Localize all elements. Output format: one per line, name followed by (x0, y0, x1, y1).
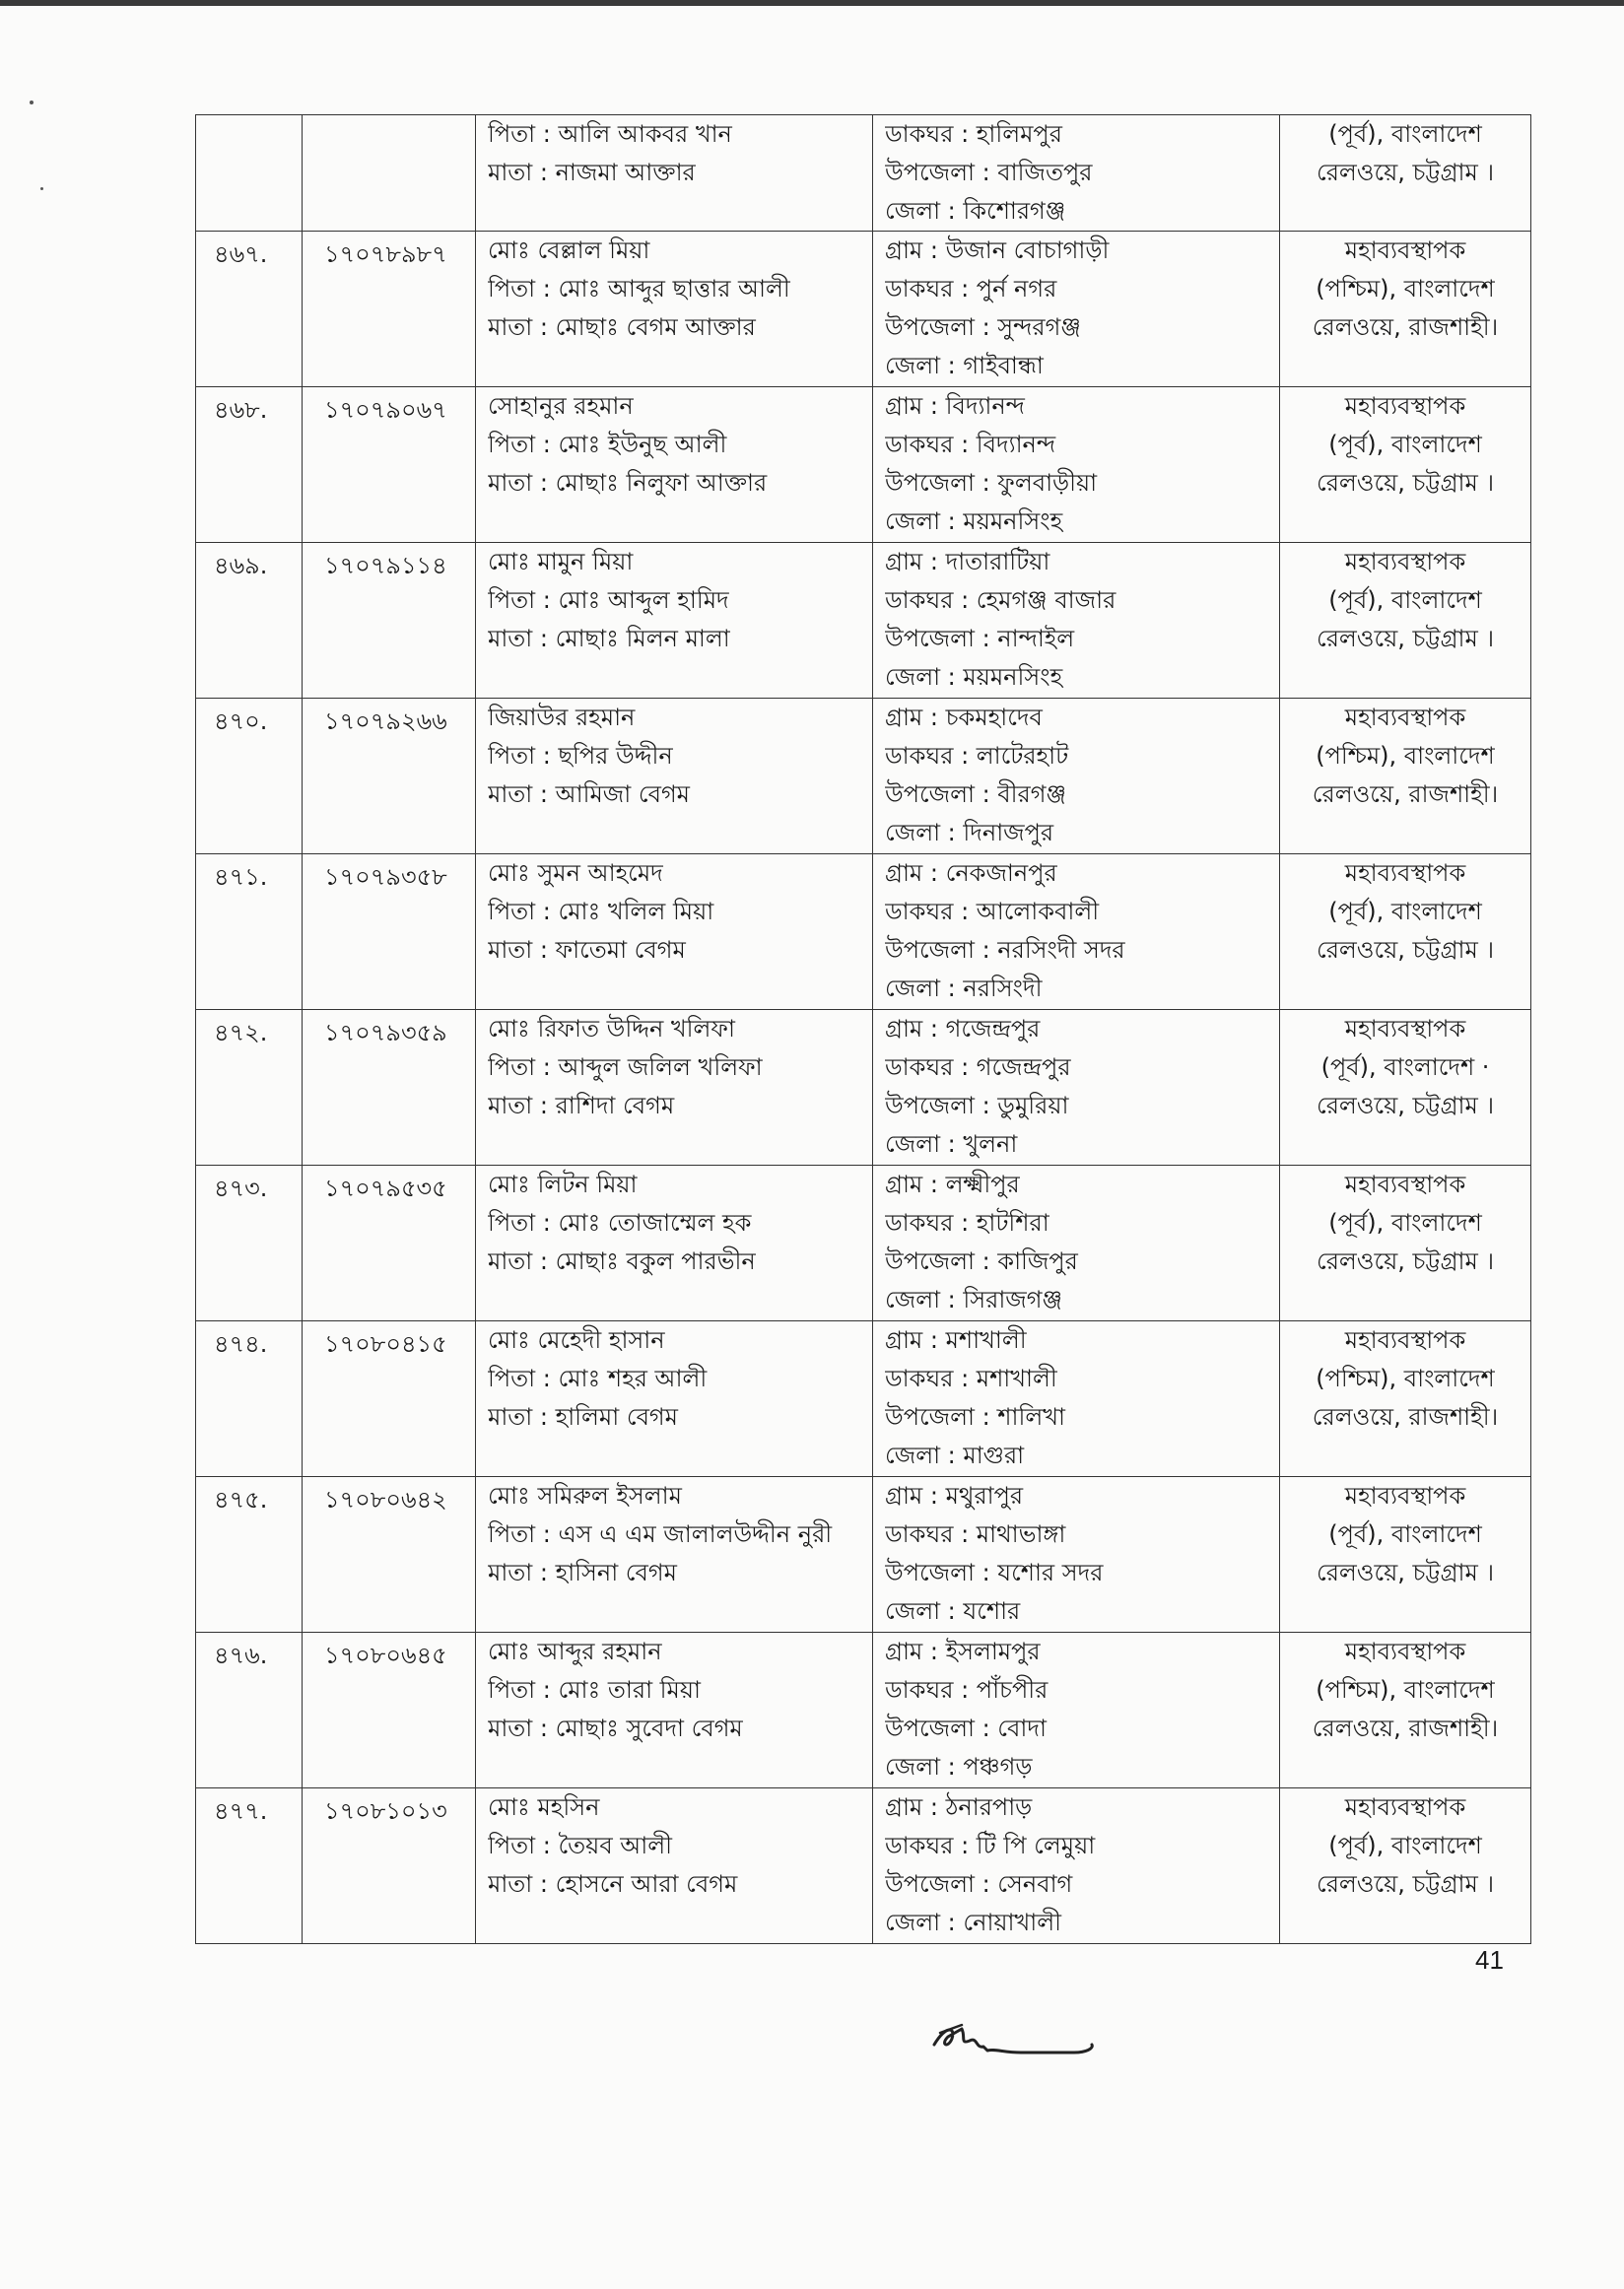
candidate-name: মোঃ বেল্লাল মিয়া (488, 236, 650, 264)
candidate-name: জিয়াউর রহমান (488, 704, 636, 731)
district: জেলা : কিশোরগঞ্জ (885, 197, 1066, 225)
table-row (196, 115, 1531, 232)
posting-line: মহাব্যবস্থাপক (1344, 1015, 1466, 1043)
district: জেলা : সিরাজগঞ্জ (885, 1286, 1062, 1313)
posting-line: (পশ্চিম), বাংলাদেশ (1316, 742, 1495, 770)
posting-cell (1280, 543, 1531, 699)
roll-cell: ১৭০৭৯৩৫৯ (303, 1010, 476, 1166)
name-cell (476, 232, 873, 387)
posting-cell (1280, 1477, 1531, 1633)
name-cell (476, 1633, 873, 1788)
posting-line: রেলওয়ে, চট্টগ্রাম । (1316, 1247, 1495, 1275)
address-cell (873, 699, 1280, 854)
posting-line: (পূর্ব), বাংলাদেশ · (1320, 1053, 1490, 1081)
posting-line: রেলওয়ে, চট্টগ্রাম । (1316, 1559, 1495, 1586)
scan-speck (40, 187, 43, 190)
upazila: উপজেলা : কাজিপুর (885, 1247, 1078, 1275)
upazila: উপজেলা : বীরগঞ্জ (885, 780, 1066, 808)
candidate-name: মোঃ সমিরুল ইসলাম (488, 1482, 682, 1510)
serial-cell: ৪৭৩. (196, 1166, 303, 1321)
address-cell (873, 854, 1280, 1010)
village: গ্রাম : চকমহাদেব (885, 704, 1043, 731)
address-cell (873, 1788, 1280, 1944)
address-cell (873, 232, 1280, 387)
village: গ্রাম : দাতারাটিয়া (885, 548, 1050, 575)
father-name: পিতা : ছপির উদ্দীন (488, 742, 673, 770)
table-row (196, 854, 1531, 1010)
father-name: পিতা : আব্দুল জলিল খলিফা (488, 1053, 763, 1081)
posting-line: মহাব্যবস্থাপক (1344, 1638, 1466, 1665)
roll-cell: ১৭০৭৯২৬৬ (303, 699, 476, 854)
post-office: ডাকঘর : মশাখালী (885, 1365, 1057, 1392)
serial-cell (196, 115, 303, 232)
candidate-name: মোঃ লিটন মিয়া (488, 1171, 638, 1198)
address-cell (873, 1321, 1280, 1477)
name-cell (476, 387, 873, 543)
posting-cell (1280, 1633, 1531, 1788)
post-office: ডাকঘর : লাটেরহাট (885, 742, 1069, 770)
upazila: উপজেলা : নরসিংদী সদর (885, 936, 1125, 964)
district: জেলা : খুলনা (885, 1130, 1018, 1158)
table-row (196, 699, 1531, 854)
posting-line: (পূর্ব), বাংলাদেশ (1328, 1520, 1482, 1548)
roll-cell: ১৭০৭৯০৬৭ (303, 387, 476, 543)
candidate-name: মোঃ মহসিন (488, 1793, 600, 1821)
village: গ্রাম : উজান বোচাগাড়ী (885, 236, 1110, 264)
posting-line: (পূর্ব), বাংলাদেশ (1328, 120, 1482, 148)
post-office: ডাকঘর : হেমগঞ্জ বাজার (885, 586, 1116, 614)
upazila: উপজেলা : শালিখা (885, 1403, 1065, 1431)
district: জেলা : গাইবান্ধা (885, 352, 1044, 379)
serial-cell: ৪৭৭. (196, 1788, 303, 1944)
posting-line: (পূর্ব), বাংলাদেশ (1328, 1209, 1482, 1237)
address-cell (873, 387, 1280, 543)
name-cell (476, 1321, 873, 1477)
posting-line: (পূর্ব), বাংলাদেশ (1328, 1832, 1482, 1859)
posting-line: রেলওয়ে, চট্টগ্রাম । (1316, 625, 1495, 652)
post-office: ডাকঘর : বিদ্যানন্দ (885, 431, 1056, 458)
candidate-name: মোঃ মামুন মিয়া (488, 548, 634, 575)
address-cell (873, 1633, 1280, 1788)
address-cell (873, 1010, 1280, 1166)
father-name: পিতা : মোঃ আব্দুল হামিদ (488, 586, 729, 614)
upazila: উপজেলা : নান্দাইল (885, 625, 1075, 652)
district: জেলা : নরসিংদী (885, 975, 1043, 1002)
upazila: উপজেলা : যশোর সদর (885, 1559, 1104, 1586)
roll-cell: ১৭০৮০৬৪২ (303, 1477, 476, 1633)
village: গ্রাম : বিদ্যানন্দ (885, 392, 1025, 420)
village: গ্রাম : গজেন্দ্রপুর (885, 1015, 1041, 1043)
father-name: পিতা : মোঃ খলিল মিয়া (488, 898, 714, 925)
roll-cell: ১৭০৭৯৫৩৫ (303, 1166, 476, 1321)
mother-name: মাতা : হাসিনা বেগম (488, 1559, 677, 1586)
father-name: পিতা : মোঃ তোজাম্মেল হক (488, 1209, 752, 1237)
mother-name: মাতা : ফাতেমা বেগম (488, 936, 686, 964)
posting-cell (1280, 115, 1531, 232)
village: গ্রাম : লক্ষ্মীপুর (885, 1171, 1020, 1198)
posting-cell (1280, 1321, 1531, 1477)
village: গ্রাম : মশাখালী (885, 1326, 1027, 1354)
table-row (196, 543, 1531, 699)
village: গ্রাম : ঠনারপাড় (885, 1793, 1033, 1821)
serial-cell: ৪৬৮. (196, 387, 303, 543)
posting-cell (1280, 1788, 1531, 1944)
father-name: পিতা : মোঃ আব্দুর ছাত্তার আলী (488, 275, 790, 303)
father-name: পিতা : আলি আকবর খান (488, 120, 732, 148)
posting-line: মহাব্যবস্থাপক (1344, 1171, 1466, 1198)
address-cell (873, 1166, 1280, 1321)
candidate-table (195, 114, 1531, 1944)
mother-name: মাতা : মোছাঃ বকুল পারভীন (488, 1247, 756, 1275)
posting-cell (1280, 387, 1531, 543)
name-cell (476, 854, 873, 1010)
village: গ্রাম : মথুরাপুর (885, 1482, 1024, 1510)
table-row (196, 1633, 1531, 1788)
upazila: উপজেলা : সেনবাগ (885, 1870, 1073, 1898)
posting-line: রেলওয়ে, চট্টগ্রাম । (1316, 159, 1495, 186)
post-office: ডাকঘর : গজেন্দ্রপুর (885, 1053, 1071, 1081)
upazila: উপজেলা : ডুমুরিয়া (885, 1092, 1069, 1119)
upazila: উপজেলা : ফুলবাড়ীয়া (885, 469, 1098, 497)
village: গ্রাম : নেকজানপুর (885, 859, 1057, 887)
father-name: পিতা : মোঃ ইউনুছ আলী (488, 431, 727, 458)
upazila: উপজেলা : বোদা (885, 1715, 1047, 1742)
table-row (196, 1010, 1531, 1166)
posting-line: রেলওয়ে, চট্টগ্রাম । (1316, 1092, 1495, 1119)
posting-line: (পশ্চিম), বাংলাদেশ (1316, 1365, 1495, 1392)
posting-cell (1280, 699, 1531, 854)
district: জেলা : মাগুরা (885, 1442, 1025, 1469)
mother-name: মাতা : মোছাঃ সুবেদা বেগম (488, 1715, 743, 1742)
serial-cell: ৪৭৫. (196, 1477, 303, 1633)
post-office: ডাকঘর : আলোকবালী (885, 898, 1100, 925)
name-cell (476, 543, 873, 699)
mother-name: মাতা : রাশিদা বেগম (488, 1092, 675, 1119)
father-name: পিতা : মোঃ তারা মিয়া (488, 1676, 701, 1704)
district: জেলা : দিনাজপুর (885, 819, 1054, 846)
candidate-name: মোঃ মেহেদী হাসান (488, 1326, 665, 1354)
roll-cell: ১৭০৭৯১১৪ (303, 543, 476, 699)
posting-cell (1280, 854, 1531, 1010)
page-number: 41 (1475, 1945, 1504, 1975)
posting-line: (পশ্চিম), বাংলাদেশ (1316, 275, 1495, 303)
posting-line: মহাব্যবস্থাপক (1344, 392, 1466, 420)
candidate-name: মোঃ রিফাত উদ্দিন খলিফা (488, 1015, 735, 1043)
serial-cell: ৪৭০. (196, 699, 303, 854)
father-name: পিতা : এস এ এম জালালউদ্দীন নুরী (488, 1520, 833, 1548)
name-cell (476, 1477, 873, 1633)
posting-cell (1280, 232, 1531, 387)
district: জেলা : যশোর (885, 1597, 1021, 1625)
posting-line: মহাব্যবস্থাপক (1344, 1482, 1466, 1510)
address-cell (873, 1477, 1280, 1633)
roll-cell: ১৭০৮০৪১৫ (303, 1321, 476, 1477)
candidate-name: সোহানুর রহমান (488, 392, 634, 420)
posting-line: রেলওয়ে, রাজশাহী। (1312, 780, 1499, 808)
serial-cell: ৪৭৪. (196, 1321, 303, 1477)
table-row (196, 387, 1531, 543)
roll-cell: ১৭০৮০৬৪৫ (303, 1633, 476, 1788)
posting-line: মহাব্যবস্থাপক (1344, 548, 1466, 575)
serial-cell: ৪৬৯. (196, 543, 303, 699)
name-cell (476, 115, 873, 232)
post-office: ডাকঘর : হাটশিরা (885, 1209, 1049, 1237)
posting-line: মহাব্যবস্থাপক (1344, 1793, 1466, 1821)
district: জেলা : ময়মনসিংহ (885, 663, 1063, 691)
mother-name: মাতা : মোছাঃ মিলন মালা (488, 625, 730, 652)
address-cell (873, 543, 1280, 699)
post-office: ডাকঘর : পুর্ন নগর (885, 275, 1057, 303)
roll-cell: ১৭০৭৯৩৫৮ (303, 854, 476, 1010)
posting-line: মহাব্যবস্থাপক (1344, 704, 1466, 731)
posting-cell (1280, 1010, 1531, 1166)
post-office: ডাকঘর : হালিমপুর (885, 120, 1062, 148)
posting-line: (পূর্ব), বাংলাদেশ (1328, 898, 1482, 925)
table-row (196, 1788, 1531, 1944)
posting-line: রেলওয়ে, রাজশাহী। (1312, 1403, 1499, 1431)
roll-cell: ১৭০৮১০১৩ (303, 1788, 476, 1944)
name-cell (476, 1010, 873, 1166)
mother-name: মাতা : হালিমা বেগম (488, 1403, 678, 1431)
candidate-name: মোঃ সুমন আহমেদ (488, 859, 663, 887)
district: জেলা : ময়মনসিংহ (885, 507, 1063, 535)
top-border-rule (0, 0, 1624, 6)
upazila: উপজেলা : সুন্দরগঞ্জ (885, 313, 1081, 341)
serial-cell: ৪৭১. (196, 854, 303, 1010)
posting-line: (পূর্ব), বাংলাদেশ (1328, 586, 1482, 614)
serial-cell: ৪৭৬. (196, 1633, 303, 1788)
mother-name: মাতা : মোছাঃ বেগম আক্তার (488, 313, 756, 341)
mother-name: মাতা : মোছাঃ নিলুফা আক্তার (488, 469, 768, 497)
name-cell (476, 699, 873, 854)
father-name: পিতা : মোঃ শহর আলী (488, 1365, 708, 1392)
posting-line: রেলওয়ে, চট্টগ্রাম । (1316, 1870, 1495, 1898)
posting-line: (পূর্ব), বাংলাদেশ (1328, 431, 1482, 458)
posting-line: রেলওয়ে, চট্টগ্রাম । (1316, 936, 1495, 964)
post-office: ডাকঘর : টি পি লেমুয়া (885, 1832, 1096, 1859)
district: জেলা : নোয়াখালী (885, 1909, 1061, 1936)
posting-line: রেলওয়ে, চট্টগ্রাম । (1316, 469, 1495, 497)
posting-line: রেলওয়ে, রাজশাহী। (1312, 1715, 1499, 1742)
serial-cell: ৪৭২. (196, 1010, 303, 1166)
posting-cell (1280, 1166, 1531, 1321)
post-office: ডাকঘর : মাথাভাঙ্গা (885, 1520, 1066, 1548)
address-cell (873, 115, 1280, 232)
roll-cell: ১৭০৭৮৯৮৭ (303, 232, 476, 387)
posting-line: (পশ্চিম), বাংলাদেশ (1316, 1676, 1495, 1704)
table-row (196, 1477, 1531, 1633)
roll-cell (303, 115, 476, 232)
mother-name: মাতা : হোসনে আরা বেগম (488, 1870, 738, 1898)
table-row (196, 1166, 1531, 1321)
scan-speck (30, 101, 34, 104)
posting-line: মহাব্যবস্থাপক (1344, 236, 1466, 264)
table-row (196, 232, 1531, 387)
candidate-name: মোঃ আব্দুর রহমান (488, 1638, 662, 1665)
district: জেলা : পঞ্চগড় (885, 1753, 1033, 1781)
posting-line: মহাব্যবস্থাপক (1344, 1326, 1466, 1354)
signature-icon (926, 2015, 1123, 2074)
serial-cell: ৪৬৭. (196, 232, 303, 387)
mother-name: মাতা : নাজমা আক্তার (488, 159, 696, 186)
posting-line: রেলওয়ে, রাজশাহী। (1312, 313, 1499, 341)
father-name: পিতা : তৈয়ব আলী (488, 1832, 673, 1859)
mother-name: মাতা : আমিজা বেগম (488, 780, 690, 808)
village: গ্রাম : ইসলামপুর (885, 1638, 1041, 1665)
upazila: উপজেলা : বাজিতপুর (885, 159, 1093, 186)
table-row (196, 1321, 1531, 1477)
posting-line: মহাব্যবস্থাপক (1344, 859, 1466, 887)
post-office: ডাকঘর : পাঁচপীর (885, 1676, 1049, 1704)
name-cell (476, 1788, 873, 1944)
name-cell (476, 1166, 873, 1321)
